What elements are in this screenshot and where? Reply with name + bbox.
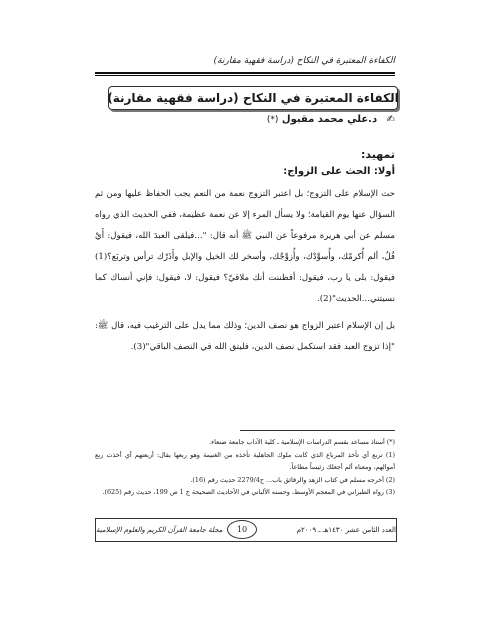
- issue-info: العدد الثامن عشر ١٤٣٠هـ ـ ٢٠٠٩م: [296, 526, 396, 534]
- body-text: [95, 184, 395, 358]
- footnote-rule: [240, 430, 395, 431]
- paragraph: حث الإسلام على التزوج؛ بل اعتبر التزوج نعمة من النعم يجب الحفاظ عليها ومن ثم السؤال عنها يوم القيامة؛ ولا يسأل المرء إلا عن نعمة عظيمة، ففي الحديث الذي رواه مسلم عن أبي هريرة مرفوعاً عن النبي ﷺ أنه قال: "...فيلقى العبدَ الله، فيقول: أَيْ فُلُ، ألم أُكرمْك، وأُسوِّدْك، وأُزوِّجْك، وأسخر لك الخيل والإبل وأَذَرْك ترأس وتربَع؟(1) فيقول: بلى يا رب، فيقول: أفظننت أنك ملاقيّ؟ فيقول: لا، فيقول: فإني أنساك كما نسيتني...الحديث"(2).: [95, 189, 395, 304]
- author-line: [175, 114, 395, 125]
- footnote: (1) تربع أي تأخذ المرباع الذي كانت ملوك الجاهلية تأخذه من الغنيمة وهو ربعها يقال: أربعتهم أي أخذت ربع أموالهم، ومعناه ألم أجعلك رئيساً مطاعاً.: [95, 450, 395, 471]
- section-subheading: أولا: الحث على الزواج:: [283, 166, 395, 177]
- footnote: (*) أستاذ مساعد بقسم الدراسات الإسلامية ـ كلية الآداب جامعة صنعاء.: [209, 438, 395, 446]
- intro-heading: تمهيد:: [360, 148, 395, 161]
- running-head: الكفاءة المعتبرة في النكاح (دراسة فقهية مقارنة): [213, 56, 395, 66]
- footnotes: [95, 436, 395, 499]
- journal-name: مجلة جامعة القرآن الكريم والعلوم الإسلامية: [96, 526, 223, 534]
- page-number: 10: [227, 520, 257, 539]
- author-footnote-mark: (*): [266, 115, 279, 125]
- paragraph: بل إن الإسلام اعتبر الزواج هو نصف الدين؛ وذلك مما يدل على الترغيب فيه، قال ﷺ: "إذا تزوج العبد فقد استكمل نصف الدين، فليتق الله في النصف الباقي"(3).: [95, 321, 395, 352]
- header-rule-thin: [95, 75, 395, 76]
- pen-icon: ✍: [386, 114, 395, 125]
- author-name: د.علي محمد مقبول: [281, 114, 378, 125]
- article-title: الكفاءة المعتبرة في النكاح (دراسة فقهية مقارنة): [107, 91, 399, 105]
- header-rule: [95, 72, 395, 74]
- footnote: (2) أخرجه مسلم في كتاب الزهد والرقائق باب... ح2279/4 حديث رقم (16).: [190, 475, 395, 484]
- footnote: (3) رواه الطبراني في المعجم الأوسط، وحسنه الألباني في الأحاديث الصحيحة ج 1 ص 199، حديث رقم (625).: [102, 488, 395, 496]
- article-title-box: [108, 86, 398, 110]
